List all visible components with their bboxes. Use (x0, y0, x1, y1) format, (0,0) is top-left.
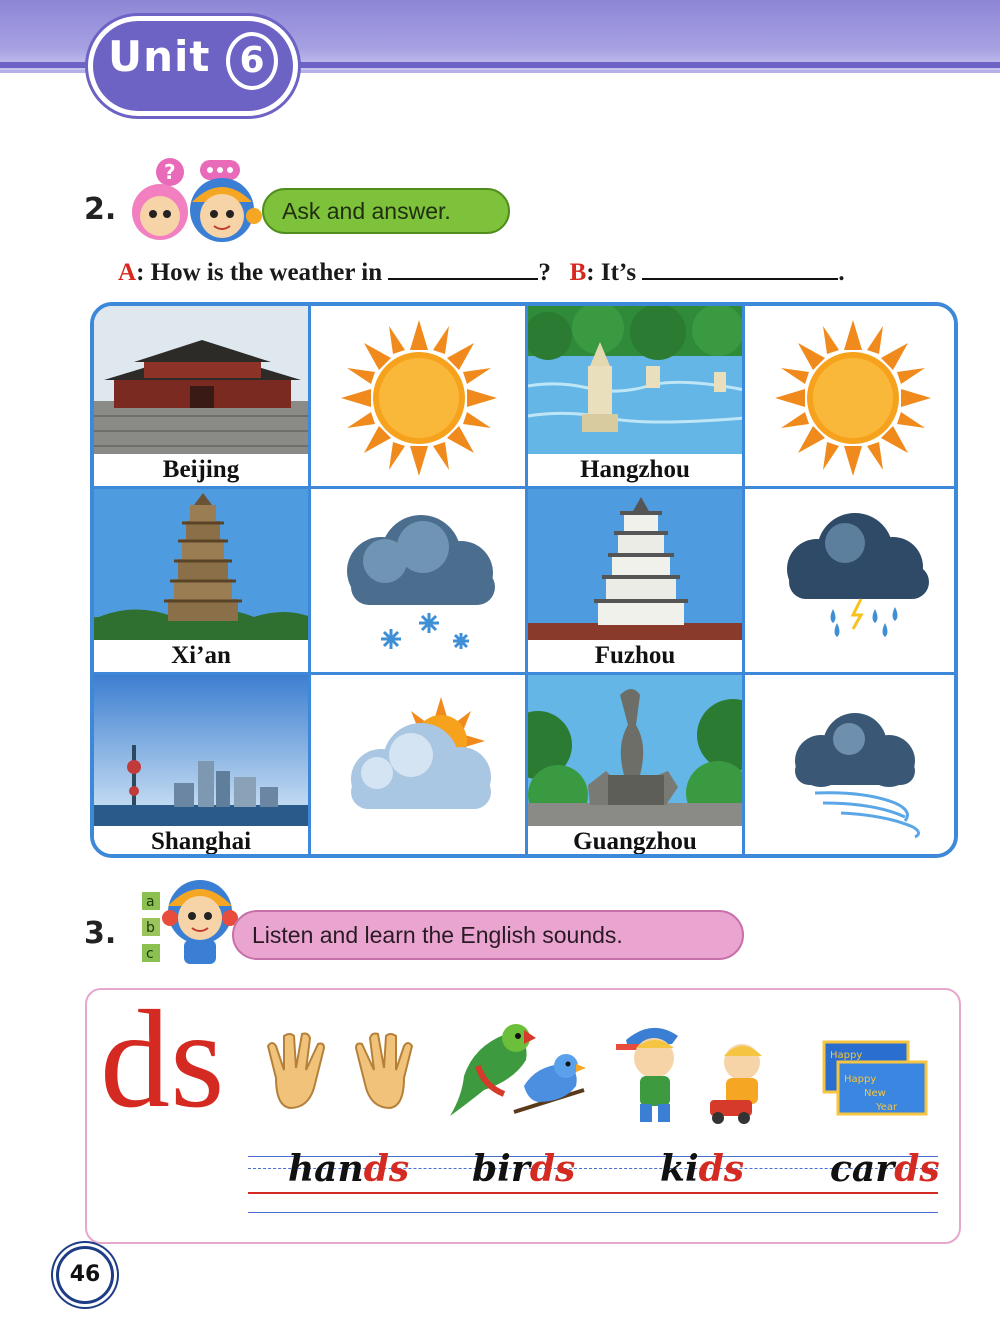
shanghai-skyline-icon (94, 675, 311, 826)
section-2-number: 2. (84, 192, 117, 227)
word-ending: ds (363, 1148, 410, 1190)
section-3-title: Listen and learn the English sounds. (232, 910, 744, 960)
city-label: Shanghai (94, 826, 308, 858)
city-cell-beijing (94, 306, 311, 489)
weather-cell-cloudy (311, 675, 528, 858)
city-cell-fuzhou (528, 489, 745, 675)
answer-blank-weather (642, 256, 838, 280)
weather-cell-sunny (311, 306, 528, 489)
city-cell-hangzhou (528, 306, 745, 489)
answer-blank-city (388, 256, 538, 280)
block-letter-c: c (146, 946, 154, 962)
word-ending: ds (698, 1148, 745, 1190)
hangzhou-landmark-icon (528, 306, 745, 457)
sentence-end: . (838, 259, 845, 286)
sunny-icon (311, 306, 528, 489)
word-stem: bir (472, 1148, 530, 1190)
question-a-text: : How is the weather in (136, 259, 383, 286)
block-letter-b: b (146, 920, 155, 936)
sunny-icon (745, 306, 958, 489)
city-cell-guangzhou (528, 675, 745, 858)
xian-pagoda-icon (94, 489, 311, 643)
speaker-b-label: B (569, 259, 587, 286)
answer-b-text: : It’s (586, 259, 637, 286)
section-2-title: Ask and answer. (262, 188, 510, 234)
unit-label: Unit (108, 32, 211, 81)
card-happy-text-2: Happy (844, 1074, 877, 1085)
section-3-number: 3. (84, 916, 117, 951)
guangzhou-statue-icon (528, 675, 745, 826)
windy-icon (745, 675, 958, 858)
weather-cell-windy (745, 675, 958, 858)
city-cell-shanghai (94, 675, 311, 858)
fuzhou-pagoda-icon (528, 489, 745, 643)
question-line (118, 256, 845, 287)
weather-cell-sunny (745, 306, 958, 489)
two-kids-mascot-icon (122, 152, 282, 244)
city-label: Beijing (94, 454, 308, 486)
card-happy-text: Happy (830, 1050, 863, 1061)
word-stem: ki (660, 1148, 699, 1190)
city-label: Xi’an (94, 640, 308, 672)
card-year-text: Year (876, 1102, 898, 1113)
word-cards (830, 1148, 940, 1190)
phonics-sound: ds (100, 982, 225, 1137)
city-cell-xian (94, 489, 311, 675)
kids-icon (612, 1018, 788, 1134)
snowy-icon (311, 489, 528, 675)
unit-number: 6 (226, 32, 278, 90)
card-new-text: New (864, 1088, 886, 1099)
city-label: Fuzhou (528, 640, 742, 672)
word-birds (472, 1148, 575, 1190)
word-ending: ds (894, 1148, 940, 1190)
word-stem: han (288, 1148, 364, 1190)
cloudy-icon (311, 675, 528, 858)
question-mark: ? (538, 259, 551, 286)
rainy-icon (745, 489, 958, 675)
page-number: 46 (56, 1246, 114, 1304)
weather-cell-rainy (745, 489, 958, 675)
unit-badge (88, 4, 298, 122)
svg-text:?: ? (164, 160, 176, 184)
word-kids (660, 1148, 744, 1190)
cards-icon (820, 1038, 930, 1118)
birds-icon (444, 1016, 590, 1126)
weather-grid (90, 302, 958, 858)
beijing-landmark-icon (94, 306, 311, 457)
city-label: Hangzhou (528, 454, 742, 486)
hands-icon (262, 1028, 418, 1114)
word-hands (288, 1148, 409, 1190)
kid-with-headphones-mascot-icon (138, 876, 248, 970)
word-stem: car (830, 1148, 895, 1190)
block-letter-a: a (146, 894, 155, 910)
word-ending: ds (529, 1148, 576, 1190)
weather-cell-snowy (311, 489, 528, 675)
speaker-a-label: A (118, 259, 137, 286)
city-label: Guangzhou (528, 826, 742, 858)
